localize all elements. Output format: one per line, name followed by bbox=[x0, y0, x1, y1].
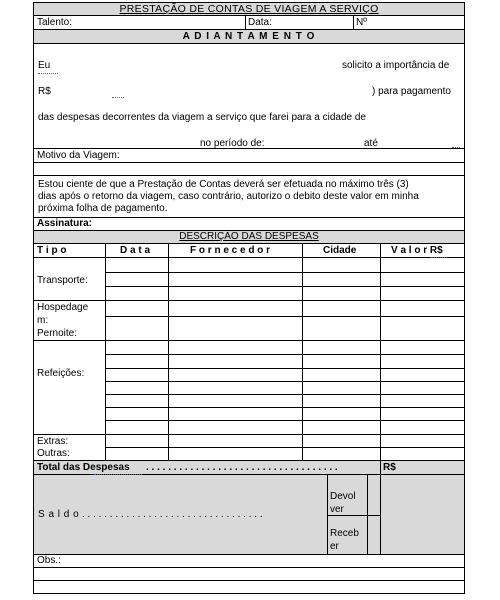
descricao-title-row bbox=[34, 231, 464, 244]
adiantamento-title: A D I A N T A M E N T O bbox=[182, 31, 316, 42]
transporte-label: Transporte: bbox=[37, 275, 88, 286]
outras-label: Outras: bbox=[37, 448, 70, 459]
obs-row bbox=[34, 555, 464, 568]
saldo-dots: . . . . . . . . . . . . . . . . . . . . . . . . . . . . . . . . . bbox=[82, 509, 263, 520]
obs-blank-row-1 bbox=[34, 568, 464, 581]
motivo-blank-row bbox=[34, 163, 464, 176]
devolver-label-1: Devol bbox=[330, 491, 356, 502]
ciente-block bbox=[34, 176, 464, 218]
motivo-row bbox=[34, 149, 464, 163]
ciente-line-2: dias após o retorno da viagem, caso contrário, autorizo o debito deste valor em minha bbox=[38, 191, 419, 202]
extras-label: Extras: bbox=[37, 436, 69, 447]
adiantamento-body bbox=[34, 44, 464, 149]
pagamento-text: ) para pagamento bbox=[372, 86, 451, 97]
total-dots: . . . . . . . . . . . . . . . . . . . . . . . . . . . . . . . . . . . bbox=[146, 462, 338, 473]
expense-report-form bbox=[33, 2, 465, 594]
total-label: Total das Despesas bbox=[37, 462, 130, 473]
col-cidade: Cidade bbox=[323, 245, 357, 256]
hospedagem-label-2: m: bbox=[37, 315, 49, 326]
descricao-header-row bbox=[34, 244, 464, 258]
pernoite-label: Pernoite: bbox=[37, 328, 78, 339]
form-title-row bbox=[34, 3, 464, 16]
ate-label: até bbox=[364, 138, 378, 149]
saldo-label: S a l d o bbox=[38, 509, 80, 520]
col-data: D a t a bbox=[120, 245, 151, 256]
talento-label: Talento: bbox=[37, 17, 73, 28]
col-tipo: T i p o bbox=[37, 245, 67, 256]
receber-label-1: Receb bbox=[330, 528, 359, 539]
obs-label: Obs.: bbox=[37, 555, 61, 566]
eu-label: Eu bbox=[38, 60, 51, 71]
col-fornecedor: F o r n e c e d o r bbox=[190, 245, 271, 256]
receber-label-2: er bbox=[330, 541, 339, 552]
motivo-label: Motivo da Viagem: bbox=[37, 150, 120, 161]
periodo-label: no período de: bbox=[200, 138, 265, 149]
saldo-row bbox=[34, 475, 464, 555]
refeicoes-label: Refeições: bbox=[37, 368, 85, 379]
solicito-text: solicito a importância de bbox=[342, 60, 450, 71]
ciente-line-1: Estou ciente de que a Prestação de Contas deverá ser efetuada no máximo três (3) bbox=[38, 179, 409, 190]
assinatura-label: Assinatura: bbox=[37, 218, 93, 229]
adiantamento-title-row bbox=[34, 30, 464, 44]
expenses-grid bbox=[34, 258, 464, 461]
total-rs-label: R$ bbox=[383, 462, 396, 473]
rs-label: R$ bbox=[38, 86, 51, 97]
total-row bbox=[34, 461, 464, 475]
col-valor: V a l o r R$ bbox=[391, 245, 443, 256]
header-row bbox=[34, 16, 464, 30]
descricao-title: DESCRIÇÃO DAS DESPESAS bbox=[179, 231, 319, 242]
obs-blank-row-2 bbox=[34, 581, 464, 593]
devolver-label-2: ver bbox=[330, 504, 344, 515]
form-title: PRESTAÇÃO DE CONTAS DE VIAGEM A SERVIÇO bbox=[119, 3, 379, 15]
despesas-text: das despesas decorrentes da viagem a serviço que farei para a cidade de bbox=[38, 112, 366, 123]
data-label: Data: bbox=[248, 17, 272, 28]
assinatura-row bbox=[34, 218, 464, 231]
ciente-line-3: próxima folha de pagamento. bbox=[38, 203, 168, 214]
hospedagem-label-1: Hospedage bbox=[37, 302, 89, 313]
numero-label: Nº bbox=[356, 17, 367, 28]
